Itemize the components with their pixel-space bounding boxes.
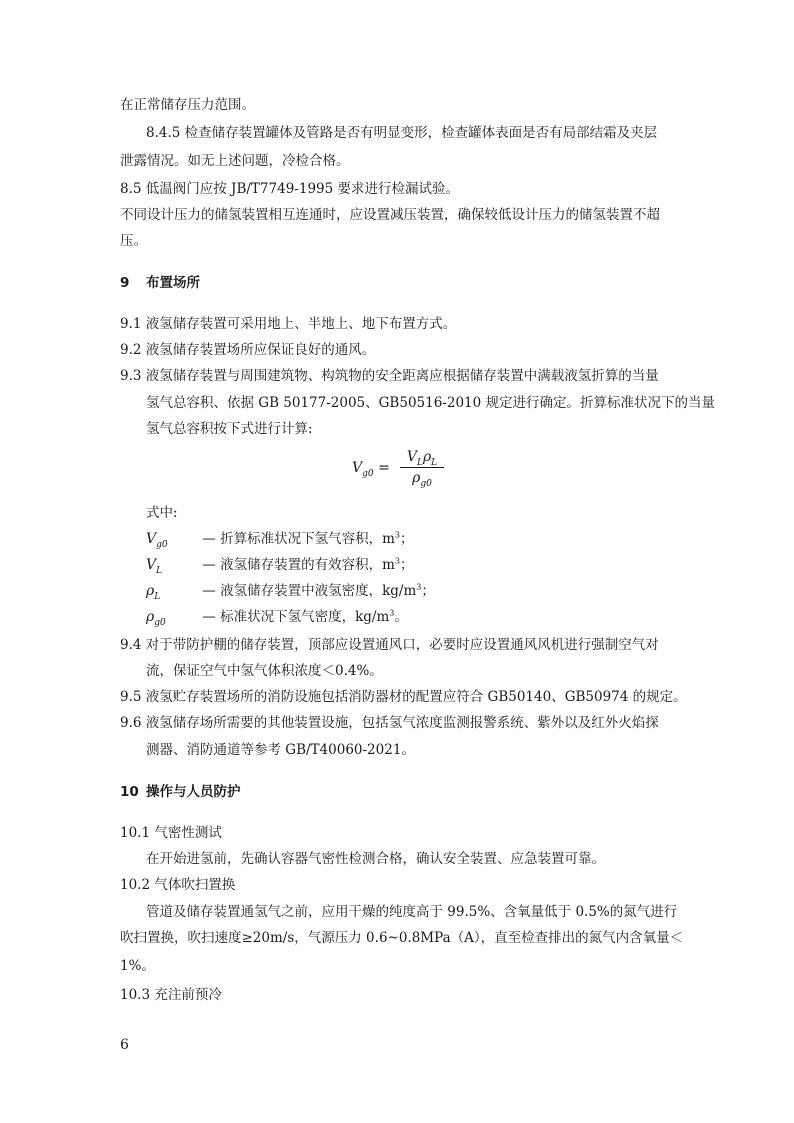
definition-item: $\rho_{g0}$ — 标准状况下氢气密度，$kg/m^3$。 [146,608,408,628]
section-title: 布置场所 [146,275,200,291]
formula-numerator: $V_L\rho_L$ [406,449,438,468]
definition-item: $V_L$ — 液氢储存装置的有效容积，$m^3$； [146,556,414,576]
body-line: 1%。 [120,958,155,974]
definition-item: $\rho_L$ — 液氢储存装置中液氢密度，$kg/m^3$； [146,582,435,602]
body-line: 8.4.5 检查储存装置罐体及管路是否有明显变形，检查罐体表面是否有局部结霜及夹层 [146,125,658,141]
section-title: 操作与人员防护 [146,784,241,800]
clause-9-6: 9.6 液氢储存场所需要的其他装置设施，包括氢气浓度监测报警系统、紫外以及红外火焰探 [120,715,659,731]
section-heading-10 [120,783,241,801]
clause-9-5: 9.5 液氢贮存装置场所的消防设施包括消防器材的配置应符合 GB50140、GB50974 的规定。 [120,689,687,705]
body-line: 吹扫置换，吹扫速度≥20m/s，气源压力 0.6~0.8MPa（A），直至检查排出的氮气内含氧量＜ [120,930,684,946]
body-line: 氢气总容积、依据 GB 50177-2005、GB50516-2010 规定进行确定。折算标准状况下的当量 [146,395,716,411]
where-label: 式中: [146,505,178,521]
clause-9-2: 9.2 液氢储存装置场所应保证良好的通风。 [120,342,376,358]
subsection-10-2: 10.2 气体吹扫置换 [120,877,236,893]
body-line: 泄露情况。如无上述问题，冷检合格。 [120,153,350,169]
clause-9-1: 9.1 液氢储存装置可采用地上、半地上、地下布置方式。 [120,316,457,332]
page-number: 6 [120,1037,129,1053]
section-heading-9 [120,274,200,292]
body-line: 测器、消防通道等参考 GB/T40060-2021。 [146,742,415,758]
body-line: 管道及储存装置通氢气之前，应用干燥的纯度高于 99.5%、含氧量低于 0.5%的氮气进行 [146,904,678,920]
section-number: 10 [120,784,139,800]
body-line: 不同设计压力的储氢装置相互连通时，应设置减压装置，确保较低设计压力的储氢装置不超 [120,207,660,223]
body-line: 压。 [120,233,147,249]
section-number: 9 [120,275,130,291]
subsection-10-1: 10.1 气密性测试 [120,825,222,841]
clause-9-4: 9.4 对于带防护棚的储存装置，顶部应设置通风口，必要时应设置通风风机进行强制空气对 [120,637,659,653]
body-line: 流，保证空气中氢气体积浓度＜0.4%。 [146,663,383,679]
formula-fraction [400,448,444,487]
subsection-10-3: 10.3 充注前预冷 [120,987,222,1003]
definition-item: $V_{g0}$ — 折算标准状况下氢气容积，$m^3$； [146,530,414,550]
formula-lhs: $V_{g0}$ = [352,460,390,479]
body-line: 在正常储存压力范围。 [120,97,255,113]
body-line: 在开始进氢前，先确认容器气密性检测合格，确认安全装置、应急装置可靠。 [146,851,605,867]
formula-denominator: $\rho_{g0}$ [412,470,432,489]
body-line: 氢气总容积按下式进行计算: [146,421,313,437]
clause-9-3: 9.3 液氢储存装置与周围建筑物、构筑物的安全距离应根据储存装置中满载液氢折算的当量 [120,368,659,384]
body-line: 8.5 低温阀门应按 JB/T7749-1995 要求进行检漏试验。 [120,181,460,197]
